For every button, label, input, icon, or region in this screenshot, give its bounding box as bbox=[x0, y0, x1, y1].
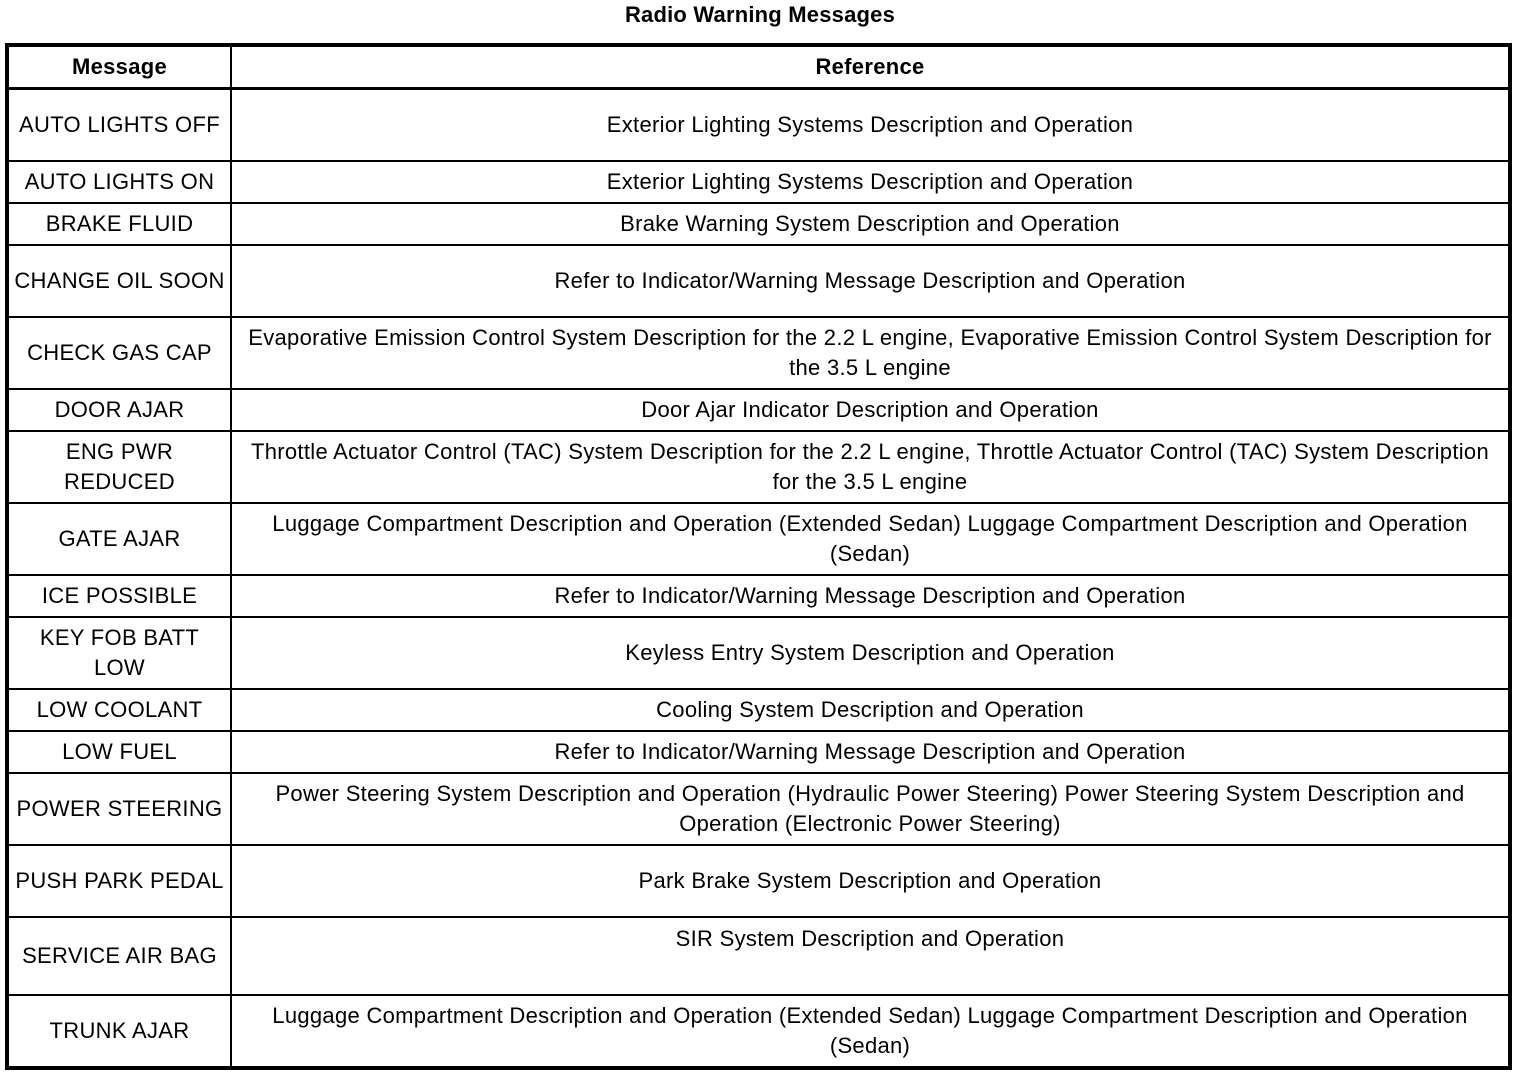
reference-cell: Throttle Actuator Control (TAC) System Description for the 2.2 L engine, Throttle Actuator Control (TAC) System Description for the 3.5 L engine bbox=[231, 431, 1510, 503]
radio-warning-messages-table bbox=[5, 43, 1512, 1070]
message-cell: LOW COOLANT bbox=[7, 689, 231, 731]
message-cell: SERVICE AIR BAG bbox=[7, 917, 231, 995]
reference-cell: Evaporative Emission Control System Description for the 2.2 L engine, Evaporative Emission Control System Description for the 3.5 L engine bbox=[231, 317, 1510, 389]
column-header-message: Message bbox=[7, 45, 231, 89]
reference-cell: Exterior Lighting Systems Description and Operation bbox=[231, 161, 1510, 203]
message-cell: ICE POSSIBLE bbox=[7, 575, 231, 617]
reference-cell: Cooling System Description and Operation bbox=[231, 689, 1510, 731]
table-row bbox=[7, 773, 1510, 845]
table-row bbox=[7, 689, 1510, 731]
table-row bbox=[7, 995, 1510, 1068]
reference-cell: Park Brake System Description and Operation bbox=[231, 845, 1510, 917]
reference-cell: Refer to Indicator/Warning Message Description and Operation bbox=[231, 245, 1510, 317]
reference-cell: Exterior Lighting Systems Description and Operation bbox=[231, 89, 1510, 162]
reference-cell: Brake Warning System Description and Operation bbox=[231, 203, 1510, 245]
table-row bbox=[7, 161, 1510, 203]
column-header-reference: Reference bbox=[231, 45, 1510, 89]
reference-cell: Refer to Indicator/Warning Message Description and Operation bbox=[231, 731, 1510, 773]
message-cell: GATE AJAR bbox=[7, 503, 231, 575]
reference-cell: Refer to Indicator/Warning Message Description and Operation bbox=[231, 575, 1510, 617]
message-cell: PUSH PARK PEDAL bbox=[7, 845, 231, 917]
message-cell: CHANGE OIL SOON bbox=[7, 245, 231, 317]
message-cell: ENG PWR REDUCED bbox=[7, 431, 231, 503]
table-row bbox=[7, 89, 1510, 162]
table-row bbox=[7, 917, 1510, 995]
table-header-row bbox=[7, 45, 1510, 89]
message-cell: LOW FUEL bbox=[7, 731, 231, 773]
message-cell: TRUNK AJAR bbox=[7, 995, 231, 1068]
reference-cell: Power Steering System Description and Operation (Hydraulic Power Steering) Power Steering System Description and Operation (Electronic Power Steering) bbox=[231, 773, 1510, 845]
table-row bbox=[7, 845, 1510, 917]
table-title: Radio Warning Messages bbox=[624, 2, 896, 27]
message-cell: DOOR AJAR bbox=[7, 389, 231, 431]
table-row bbox=[7, 617, 1510, 689]
reference-cell: Luggage Compartment Description and Operation (Extended Sedan) Luggage Compartment Description and Operation (Sedan) bbox=[231, 995, 1510, 1068]
reference-cell: SIR System Description and Operation bbox=[231, 917, 1510, 995]
message-cell: BRAKE FLUID bbox=[7, 203, 231, 245]
message-cell: POWER STEERING bbox=[7, 773, 231, 845]
message-cell: AUTO LIGHTS OFF bbox=[7, 89, 231, 162]
message-cell: AUTO LIGHTS ON bbox=[7, 161, 231, 203]
message-cell: KEY FOB BATT LOW bbox=[7, 617, 231, 689]
reference-cell: Door Ajar Indicator Description and Operation bbox=[231, 389, 1510, 431]
message-cell: CHECK GAS CAP bbox=[7, 317, 231, 389]
reference-cell: Luggage Compartment Description and Operation (Extended Sedan) Luggage Compartment Description and Operation (Sedan) bbox=[231, 503, 1510, 575]
table-row bbox=[7, 317, 1510, 389]
table-row bbox=[7, 389, 1510, 431]
reference-cell: Keyless Entry System Description and Operation bbox=[231, 617, 1510, 689]
table-row bbox=[7, 245, 1510, 317]
table-row bbox=[7, 431, 1510, 503]
table-row bbox=[7, 503, 1510, 575]
table-row bbox=[7, 731, 1510, 773]
table-row bbox=[7, 203, 1510, 245]
table-row bbox=[7, 575, 1510, 617]
